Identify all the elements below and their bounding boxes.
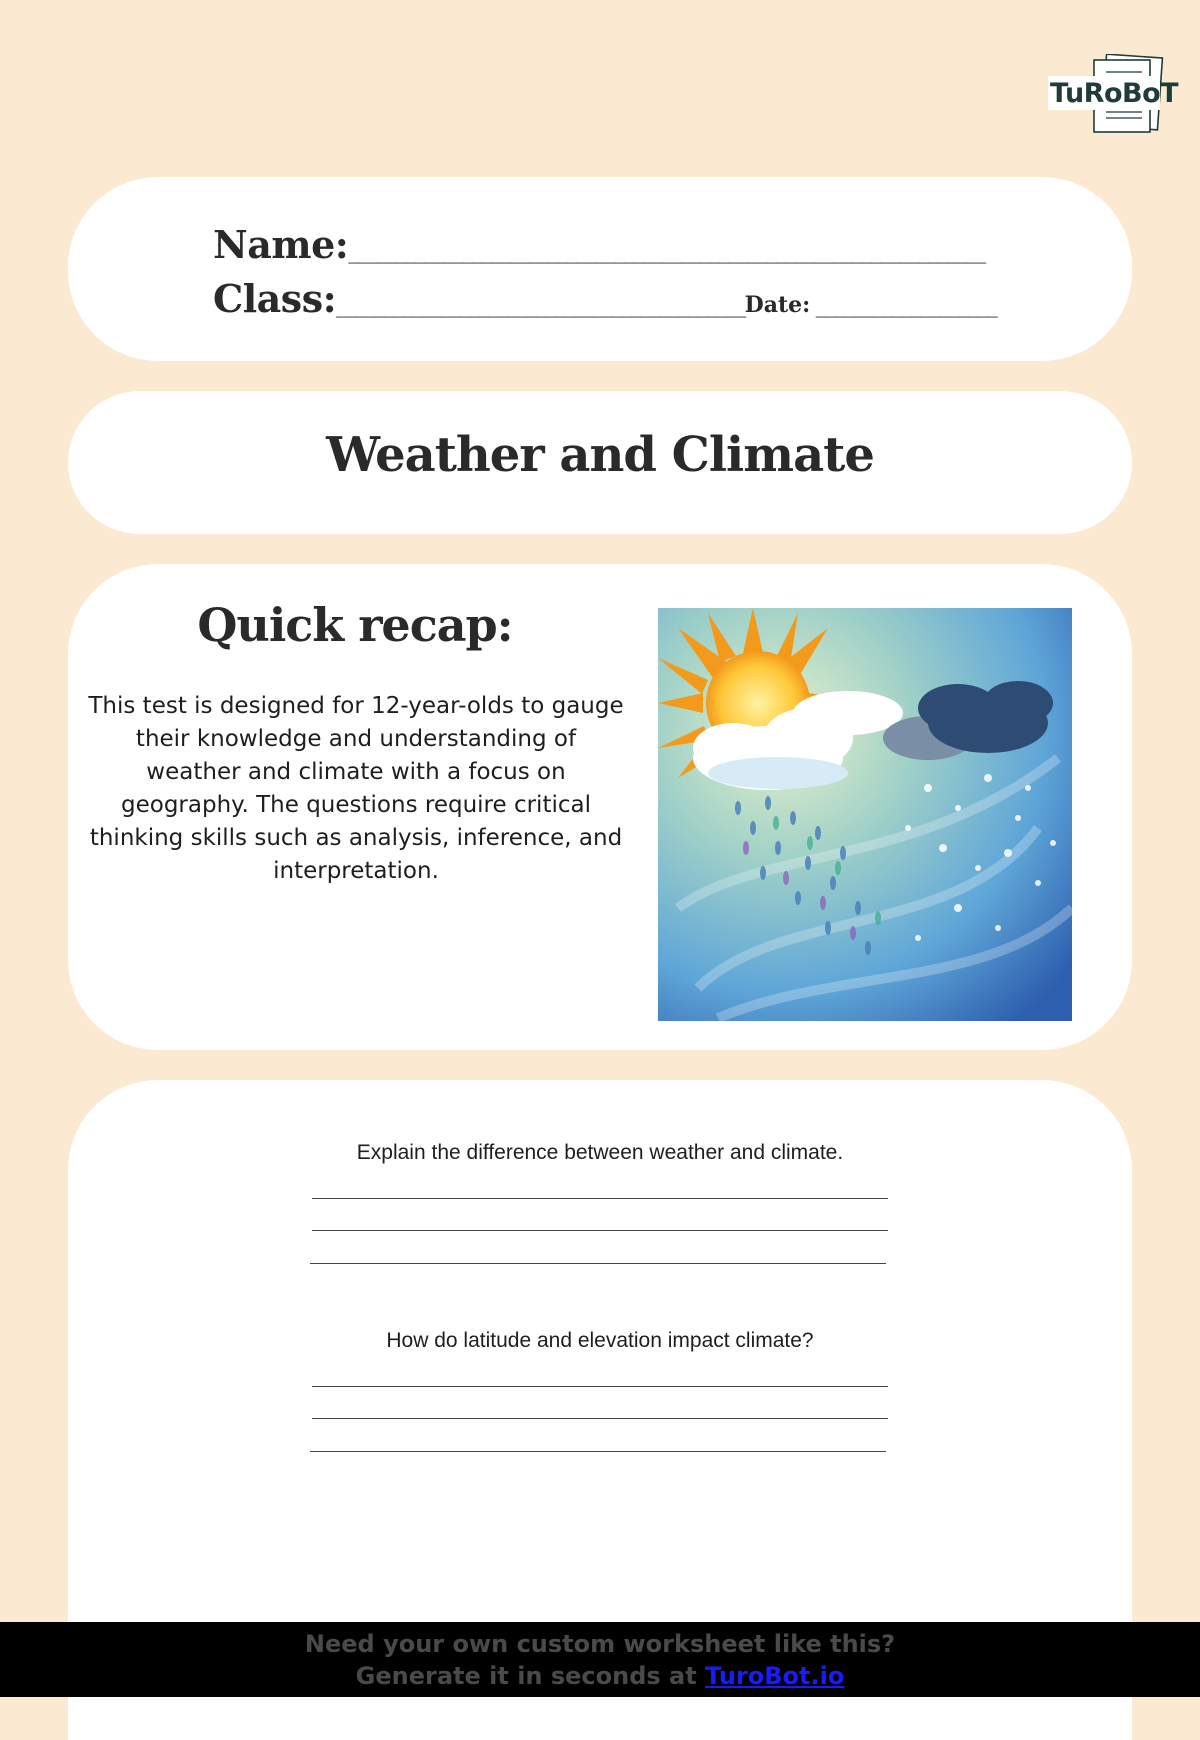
answer-line[interactable] — [312, 1198, 888, 1199]
answer-line[interactable] — [312, 1386, 888, 1387]
recap-heading: Quick recap: — [197, 598, 513, 652]
answer-line[interactable] — [312, 1230, 888, 1231]
promo-footer — [0, 1622, 1200, 1697]
question-1: Explain the difference between weather and climate. — [356, 1141, 844, 1164]
footer-line-2 — [0, 1660, 1200, 1692]
class-rule: ___________________________________________ — [336, 293, 745, 318]
date-label: Date: — [744, 292, 811, 318]
recap-text: This test is designed for 12-year-olds to gauge their knowledge and understanding of weather and climate with a focus on geography. The questions require critical thinking skills such as analysis, inference, and interpretation. — [88, 693, 624, 884]
logo-text: TuRoBoT — [1050, 78, 1179, 109]
worksheet-title: Weather and Climate — [326, 427, 874, 483]
footer-line-2-prefix: Generate it in seconds at — [355, 1662, 706, 1690]
class-date-field[interactable] — [213, 276, 1053, 321]
question-2: How do latitude and elevation impact climate? — [386, 1329, 814, 1352]
turobot-logo — [1046, 54, 1179, 138]
date-rule: ___________________ — [810, 293, 997, 318]
answer-line[interactable] — [310, 1451, 886, 1452]
student-info-card — [68, 177, 1132, 361]
weather-illustration — [658, 608, 1072, 1021]
name-rule: ___________________________________________________________________ — [348, 239, 985, 264]
class-label: Class: — [213, 276, 337, 321]
answer-line[interactable] — [310, 1263, 886, 1264]
footer-line-1: Need your own custom worksheet like this? — [304, 1630, 896, 1658]
turobot-link[interactable]: TuroBot.io — [705, 1662, 845, 1690]
answer-line[interactable] — [312, 1418, 888, 1419]
name-label: Name: — [213, 222, 349, 267]
name-field[interactable] — [213, 222, 1053, 267]
